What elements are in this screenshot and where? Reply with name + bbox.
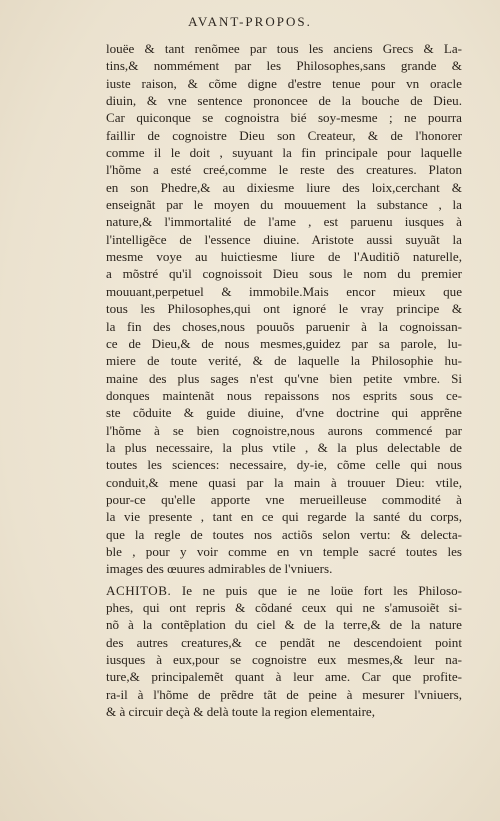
text-line: des autres creatures,& ce pendãt ne descendoient point (106, 634, 462, 650)
text-line: diuin, & vne sentence prononcee de la bouche de Dieu. (106, 93, 462, 109)
text-line: Car quiconque se cognoistra bié soy-mesme ; ne pourra (106, 110, 462, 126)
text-line: mouuant,perpetuel & immobile.Mais encor mieux que (106, 283, 462, 299)
text-line: conduit,& mene quasi par la main à trouuer Dieu: vtile, (106, 474, 462, 490)
text-line: l'hõme a esté creé,comme le reste des creatures. Platon (106, 162, 462, 178)
text-line: ra-il à l'hõme de prẽdre tãt de peine à mesurer l'vniuers, (106, 686, 462, 702)
text-line: pour-ce qu'elle apporte vne merueilleuse commodité à (106, 491, 462, 507)
text-line: Ie ne puis que ie ne loüe fort les Philoso- (181, 582, 462, 598)
paragraph-2 (106, 582, 462, 721)
text-line: ste cõduite & guide diuine, d'vne doctrine qui apprẽne (106, 405, 462, 421)
text-line: ture,& principalemẽt quant à leur ame. Car que profite- (106, 669, 462, 685)
text-line: la fin des choses,nous pouuõs paruenir à la cognoissan- (106, 318, 462, 334)
text-line: miere de toute verité, & de laquelle la Philosophie hu- (106, 353, 462, 369)
text-line: nature,& l'immortalité de l'ame , est paruenu iusques à (106, 214, 462, 230)
text-line-with-speaker (106, 582, 462, 599)
paragraph-1 (106, 40, 462, 578)
text-line: toutes les sciences: necessaire, dy-ie, cõme celle qui nous (106, 457, 462, 473)
running-head: AVANT-PROPOS. (188, 14, 312, 29)
text-line: ble , pour y voir comme en vn temple sacré toutes les (106, 543, 462, 559)
text-line: & à circuir deçà & delà toute la region elementaire, (106, 704, 376, 720)
text-line: louëe & tant renõmee par tous les anciens Grecs & La- (106, 41, 462, 56)
text-line: nõ à la contẽplation du ciel & de la terre,& de la nature (106, 617, 462, 633)
text-line: l'intelligẽce de l'essence diuine. Aristote aussi suyuãt la (106, 231, 462, 247)
text-line: enseignãt par le moyen du mouuement la substance , la (106, 197, 462, 213)
text-line: la plus necessaire, la plus vtile , & la plus delectable de (106, 439, 462, 455)
text-line: la vie presente , tant en ce qui regarde la santé du corps, (106, 509, 462, 525)
text-line: comme il le doit , suyuant la fin principale pour laquelle (106, 145, 462, 161)
text-line: que la regle de toutes nos actiõs selon vertu: & delecta- (106, 526, 462, 542)
text-line: tous les Philosophes,qui ont ignoré le vray principe & (106, 301, 462, 317)
text-line: faillir de cognoistre Dieu son Createur, & de l'honorer (106, 127, 462, 143)
body-text (106, 40, 462, 720)
speaker-name: ACHITOB. (106, 582, 172, 598)
text-line: donques maintenãt nous repaissons nos esprits sous ce- (106, 387, 462, 403)
text-line: tins,& nommément par les Philosophes,sans grande & (106, 58, 462, 74)
text-line: maine des plus sages n'est qu'vne bien petite vmbre. Si (106, 370, 462, 386)
text-line: en son Phedre,& au dixiesme liure des loix,cerchant & (106, 179, 462, 195)
text-line: iusques à eux,pour se cognoistre eux mesmes,& leur na- (106, 652, 462, 668)
text-line: ce de Dieu,& de nous mesmes,guidez par sa parole, lu- (106, 335, 462, 351)
text-line: a mõstré qu'il cognoissoit Dieu sous le nom du premier (106, 266, 462, 282)
text-line: mesme voye au huictiesme liure de l'Auditiõ naturelle, (106, 249, 462, 265)
text-line: l'hõme à se bien cognoistre,nous aurons commencé par (106, 422, 462, 438)
text-line: iuste raison, & cõme digne d'estre tenue pour vn oracle (106, 75, 462, 91)
text-line: images des œuures admirables de l'vniuers. (106, 561, 333, 577)
text-line: phes, qui ont repris & cõdané ceux qui ne s'amusoiẽt si- (106, 600, 462, 615)
